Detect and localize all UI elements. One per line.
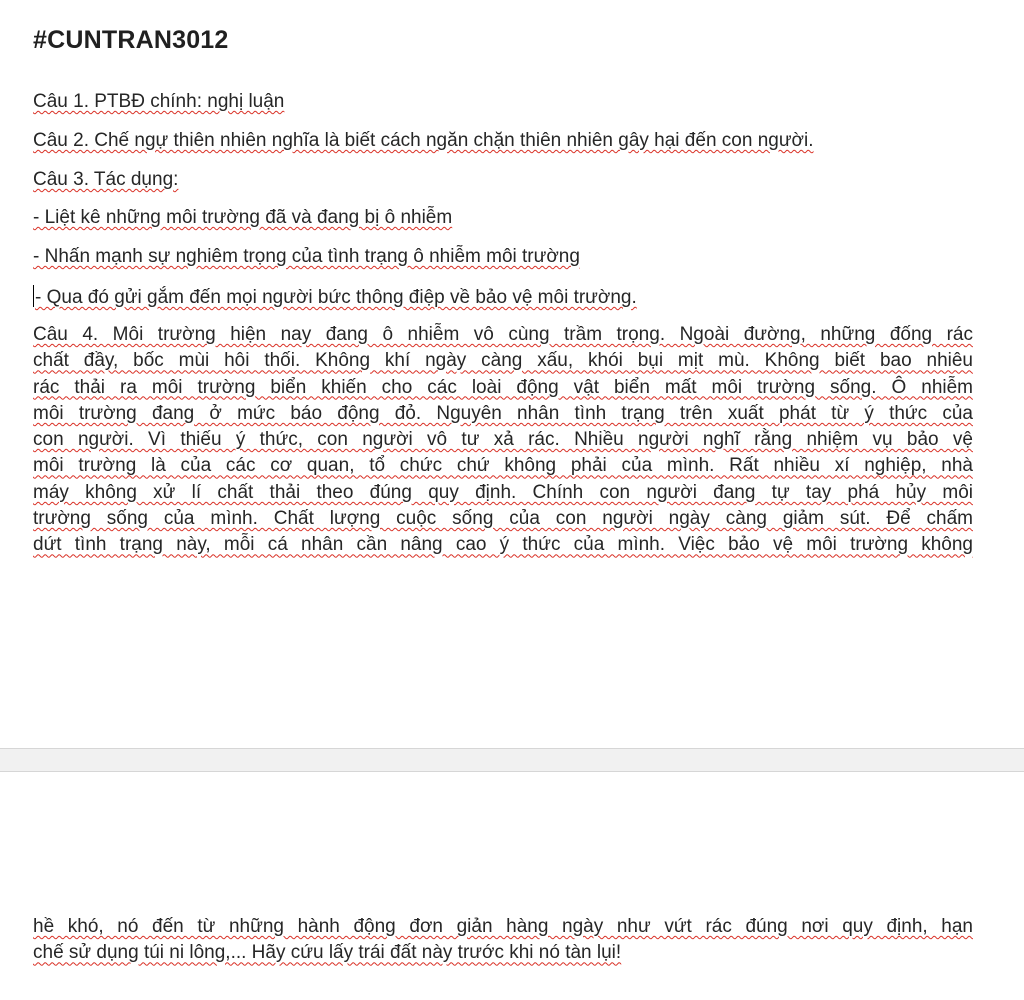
page-break	[0, 748, 1024, 772]
paragraph-line: dứt tình trạng này, mỗi cá nhân cần nâng cao ý thức của mình. Việc bảo vệ môi trường không	[33, 534, 973, 556]
text-line-bullet-2[interactable]: - Nhấn mạnh sự nghiêm trọng của tình trạng ô nhiễm môi trường	[33, 246, 580, 267]
paragraph-continuation[interactable]	[33, 914, 973, 967]
paragraph-line: Câu 4. Môi trường hiện nay đang ô nhiễm vô cùng trầm trọng. Ngoài đường, những đống rác	[33, 324, 973, 345]
text-line-bullet-3-row[interactable]	[33, 285, 637, 309]
document-title: #CUNTRAN3012	[33, 26, 229, 54]
text-line-bullet-1[interactable]: - Liệt kê những môi trường đã và đang bị ô nhiễm	[33, 207, 453, 228]
paragraph-line: môi trường đang ở mức báo động đỏ. Nguyên nhân tình trạng trên xuất phát từ ý thức của	[33, 402, 973, 424]
paragraph-line: chất đầy, bốc mùi hôi thối. Không khí ngày càng xấu, khói bụi mịt mù. Không biết bao nhiêu	[33, 350, 973, 372]
paragraph-line: rác thải ra môi trường biển khiến cho các loài động vật biển mất môi trường sống. Ô nhiễm	[33, 376, 973, 398]
paragraph-cau-4[interactable]	[33, 322, 973, 559]
paragraph-line: chế sử dụng túi ni lông,... Hãy cứu lấy trái đất này trước khi nó tàn lụi!	[33, 942, 622, 964]
text-cursor	[33, 285, 34, 307]
paragraph-line: môi trường là của các cơ quan, tổ chức chứ không phải của mình. Rất nhiều xí nghiệp, nhà	[33, 455, 973, 477]
paragraph-line: hề khó, nó đến từ những hành động đơn giản hàng ngày như vứt rác đúng nơi quy định, hạn	[33, 916, 973, 937]
text-line-bullet-3[interactable]: - Qua đó gửi gắm đến mọi người bức thông điệp về bảo vệ môi trường.	[35, 287, 637, 308]
paragraph-line: trường sống của mình. Chất lượng cuộc sống của con người ngày càng giảm sút. Để chấm	[33, 508, 973, 530]
paragraph-line: con người. Vì thiếu ý thức, con người vô tư xả rác. Nhiều người nghĩ rằng nhiệm vụ bảo vệ	[33, 429, 973, 451]
text-line-cau-3[interactable]: Câu 3. Tác dụng:	[33, 169, 179, 190]
text-line-cau-1[interactable]: Câu 1. PTBĐ chính: nghị luận	[33, 91, 285, 112]
document-page-2	[0, 772, 1024, 1000]
paragraph-line: máy không xử lí chất thải theo đúng quy định. Chính con người đang tự tay phá hủy môi	[33, 481, 973, 503]
text-line-cau-2[interactable]: Câu 2. Chế ngự thiên nhiên nghĩa là biết cách ngăn chặn thiên nhiên gây hại đến con người.	[33, 130, 814, 151]
